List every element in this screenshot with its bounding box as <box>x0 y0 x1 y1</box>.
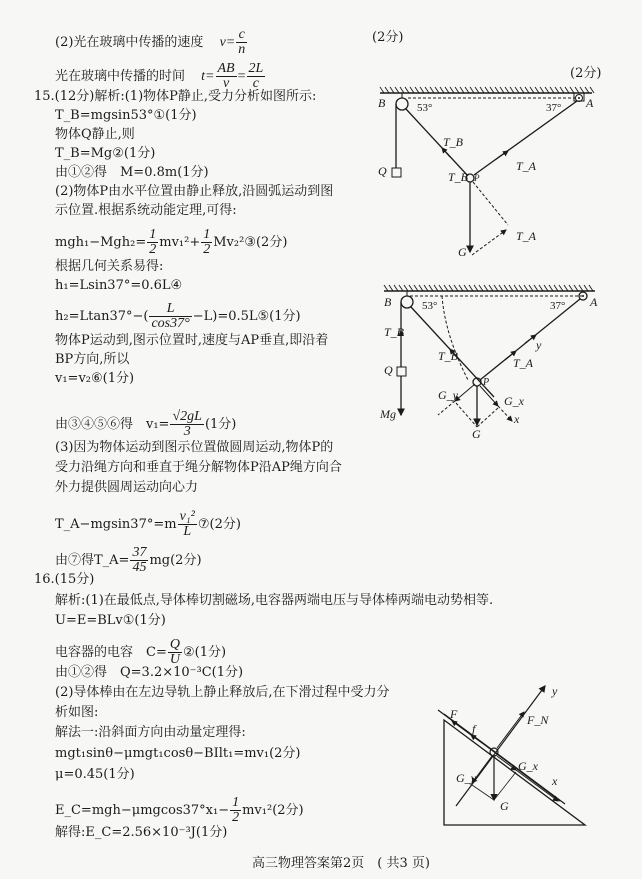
ta-lhs: T_A−mgsin37°=m <box>55 517 177 532</box>
hatch-mark <box>580 87 584 93</box>
q14-time-line <box>55 62 266 91</box>
hatch-mark <box>484 285 488 291</box>
q15-line-14 <box>55 410 236 439</box>
q16-line-6: 析如图: <box>55 705 99 720</box>
hatch-mark <box>529 285 533 291</box>
hatch-mark <box>445 87 449 93</box>
label-g: G <box>458 245 467 259</box>
hatch-mark <box>489 285 493 291</box>
hatch-mark <box>400 87 404 93</box>
dashed-x-ext <box>498 406 512 421</box>
ec-den: 2 <box>232 810 240 825</box>
time-num1: AB <box>217 61 235 76</box>
speed-score: (2分) <box>372 30 404 45</box>
hatch-mark <box>385 87 389 93</box>
hatch-mark <box>525 87 529 93</box>
label-tb-2: T_B <box>448 170 469 184</box>
hatch-mark <box>434 285 438 291</box>
pulley-b <box>396 98 408 110</box>
hatch-mark <box>504 285 508 291</box>
arrow-fn <box>497 712 524 748</box>
ceiling <box>380 87 594 93</box>
h2-lhs: h₂=Ltan37°−( <box>55 309 149 324</box>
c-num: Q <box>169 637 180 652</box>
q16-line-1: 解析:(1)在最低点,导体棒切割磁场,电容器两端电压与导体棒两端电动势相等. <box>55 593 494 608</box>
hatch-mark <box>419 285 423 291</box>
hatch-mark <box>380 87 384 93</box>
label-gx: G_x <box>518 759 538 773</box>
q16-line-5: (2)导体棒由在左边导轨上静止释放后,在下滑过程中受力分 <box>55 685 390 700</box>
diagram-3 <box>420 670 600 840</box>
hatch-mark <box>425 87 429 93</box>
q15-line-1: T_B=mgsin53°①(1分) <box>55 108 197 123</box>
hatch-mark <box>390 87 394 93</box>
hatch-mark <box>494 285 498 291</box>
label-x: x <box>552 774 558 788</box>
q16-line-9: μ=0.45(1分) <box>55 767 135 782</box>
page-footer: 高三物理答案第2页 ( 共3 页) <box>252 856 430 871</box>
q15-line-10 <box>55 302 301 331</box>
hatch-mark <box>590 87 594 93</box>
q16-line-8: mgt₁sinθ−μmgt₁cosθ−BIlt₁=mv₁(2分) <box>55 746 301 761</box>
hatch-mark <box>414 285 418 291</box>
hatch-mark <box>510 87 514 93</box>
half-num: 1 <box>149 227 157 242</box>
arrow-y <box>525 335 536 343</box>
arrow-gx <box>480 386 498 406</box>
label-ta: T_A <box>516 159 537 173</box>
q15-line-8: 根据几何关系易得: <box>55 259 164 274</box>
angle-53: 53° <box>422 300 438 312</box>
hatch-mark <box>424 285 428 291</box>
q15-line-7 <box>55 228 287 257</box>
time-label: 光在玻璃中传播的时间 <box>55 69 186 84</box>
hatch-mark <box>429 285 433 291</box>
hatch-mark <box>550 87 554 93</box>
hatch-mark <box>554 285 558 291</box>
hatch-mark <box>485 87 489 93</box>
arrow-gy <box>455 384 475 401</box>
energy-term-2: Mv₂²③(2分) <box>213 235 288 250</box>
v1-den: 3 <box>183 424 191 439</box>
arrow-ta <box>495 151 508 160</box>
ta-fraction <box>178 510 197 539</box>
label-gy: G_y <box>438 388 458 402</box>
pivot-a-dot <box>578 97 580 99</box>
hatch-mark <box>545 87 549 93</box>
label-g: G <box>500 799 509 813</box>
hatch-mark <box>474 285 478 291</box>
label-g: G <box>472 427 481 441</box>
half-den: 2 <box>203 242 211 257</box>
label-ta-2: T_A <box>516 229 537 243</box>
q15-line-5: (2)物体P由水平位置由静止释放,沿圆弧运动到图 <box>55 184 334 199</box>
energy-term-1: mv₁²+ <box>159 235 201 250</box>
hatch-mark <box>389 285 393 291</box>
hatch-mark <box>560 87 564 93</box>
diagram-1 <box>370 80 600 280</box>
q15-line-16: 受力沿绳方向和垂直于绳分解物体P沿AP绳方向合 <box>55 460 342 475</box>
label-b: B <box>384 295 392 309</box>
hatch-mark <box>415 87 419 93</box>
dashed-gx-comp <box>477 408 498 427</box>
hatch-mark <box>514 285 518 291</box>
hatch-mark <box>409 285 413 291</box>
arrow-y-axis <box>456 686 545 806</box>
label-fn: F_N <box>527 713 549 727</box>
angle-53: 53° <box>417 102 433 114</box>
q16-line-11: 解得:E_C=2.56×10⁻³J(1分) <box>55 825 228 840</box>
hatch-mark <box>455 87 459 93</box>
hatch-mark <box>515 87 519 93</box>
hatch-mark <box>444 285 448 291</box>
label-x: x <box>514 412 520 426</box>
ta-result-fraction <box>130 546 148 575</box>
v1-lhs: 由③④⑤⑥得 v₁= <box>55 417 170 432</box>
q16-line-3 <box>55 638 226 667</box>
ec-num: 1 <box>232 795 240 810</box>
q15-line-19 <box>55 546 202 575</box>
hatch-mark <box>430 87 434 93</box>
diagram-2 <box>370 275 600 455</box>
hatch-mark <box>500 87 504 93</box>
ta-num: v₁² <box>179 509 195 524</box>
label-p: P <box>474 173 480 183</box>
c-score: ②(1分) <box>182 645 227 660</box>
hatch-mark <box>405 87 409 93</box>
label-b: B <box>378 96 386 110</box>
h2-fraction <box>149 302 191 331</box>
q15-line-15: (3)因为物体运动到图示位置做圆周运动,物体P的 <box>55 440 334 455</box>
hatch-mark <box>469 285 473 291</box>
hatch-mark <box>490 87 494 93</box>
speed-label: (2)光在玻璃中传播的速度 <box>55 35 204 50</box>
hatch-mark <box>495 87 499 93</box>
q15-line-4: 由①②得 M=0.8m(1分) <box>55 165 209 180</box>
half-fraction-2 <box>201 228 212 257</box>
hatch-mark <box>394 285 398 291</box>
hatch-mark <box>585 87 589 93</box>
rail-bottom <box>444 714 565 804</box>
label-q: Q <box>378 164 387 178</box>
speed-fraction <box>236 28 247 57</box>
ta-result-lhs: 由⑦得T_A= <box>55 553 130 568</box>
hatch-mark <box>459 285 463 291</box>
v1-fraction <box>170 410 203 439</box>
hatch-mark <box>435 87 439 93</box>
label-y: y <box>536 338 542 352</box>
label-tb: T_B <box>443 135 464 149</box>
q15-line-2: 物体Q静止,则 <box>55 127 135 142</box>
hatch-mark <box>565 87 569 93</box>
arrow-gx <box>497 756 516 770</box>
label-ta: T_A <box>513 356 534 370</box>
hatch-mark <box>499 285 503 291</box>
speed-den: n <box>238 42 246 57</box>
arrow-tb <box>442 148 450 157</box>
ta-result-den: 45 <box>132 560 147 575</box>
hatch-mark <box>404 285 408 291</box>
hatch-mark <box>399 285 403 291</box>
label-gx: G_x <box>504 394 524 408</box>
hatch-mark <box>479 285 483 291</box>
q16-line-10 <box>55 796 304 825</box>
half-den: 2 <box>149 242 157 257</box>
hatch-mark <box>575 87 579 93</box>
time-lhs: t= <box>201 69 215 84</box>
hatch-mark <box>569 285 573 291</box>
hatch-mark <box>470 87 474 93</box>
label-a: A <box>590 295 598 309</box>
pulley-b <box>401 296 413 308</box>
half-num: 1 <box>203 227 211 242</box>
gy-comp-line <box>472 785 494 800</box>
c-lhs: 电容器的电容 C= <box>55 645 167 660</box>
ta-score: ⑦(2分) <box>197 517 241 532</box>
hatch-mark <box>584 285 588 291</box>
angle-37: 37° <box>550 300 566 312</box>
hatch-mark <box>460 87 464 93</box>
time-den2: c <box>252 76 260 91</box>
gx-comp-line <box>494 772 516 800</box>
hatch-mark <box>589 285 593 291</box>
c-fraction <box>168 638 182 667</box>
hatch-mark <box>509 285 513 291</box>
time-den1: v <box>222 76 230 91</box>
energy-lhs: mgh₁−Mgh₂= <box>55 235 147 250</box>
hatch-mark <box>549 285 553 291</box>
label-y: y <box>552 684 558 698</box>
hatch-mark <box>539 285 543 291</box>
q16-line-2: U=E=BLv①(1分) <box>55 613 166 628</box>
time-fraction-1 <box>216 62 237 91</box>
q15-header: 15.(12分)解析:(1)物体P静止,受力分析如图所示: <box>34 89 317 104</box>
q15-line-18 <box>55 510 241 539</box>
h2-rhs: −L)=0.5L⑤(1分) <box>192 309 301 324</box>
time-num2: 2L <box>248 61 264 76</box>
hatch-mark <box>464 285 468 291</box>
h2-num: L <box>149 302 191 317</box>
q15-line-12: BP方向,所以 <box>55 352 130 367</box>
hatch-mark <box>465 87 469 93</box>
q15-line-3: T_B=Mg②(1分) <box>55 146 156 161</box>
hatch-mark <box>454 285 458 291</box>
pivot-a-dot <box>582 295 584 297</box>
dashed-gy-ext <box>438 401 455 415</box>
q15-line-17: 外力提供圆周运动向心力 <box>55 480 199 495</box>
half-fraction-1 <box>147 228 158 257</box>
hatch-mark <box>524 285 528 291</box>
angle-37: 37° <box>546 102 562 114</box>
ceiling <box>384 285 595 291</box>
time-eq: = <box>237 69 246 84</box>
dashed-tb-ext <box>473 182 508 225</box>
ec-fraction <box>230 796 241 825</box>
hatch-mark <box>570 87 574 93</box>
q16-header: 16.(15分) <box>34 572 95 587</box>
hatch-mark <box>544 285 548 291</box>
label-f: F <box>450 707 458 721</box>
h2-den: cos37° <box>151 316 190 331</box>
hatch-mark <box>579 285 583 291</box>
dashed-gy-comp <box>456 403 477 427</box>
q16-line-7: 解法一:沿斜面方向由动量定理得: <box>55 725 246 740</box>
dashed-arc <box>442 296 468 380</box>
hatch-mark <box>574 285 578 291</box>
c-den: U <box>169 652 180 667</box>
time-score: (2分) <box>570 66 602 81</box>
dashed-ta <box>472 230 506 255</box>
time-fraction-2 <box>247 62 266 91</box>
ta-den: L <box>183 524 192 539</box>
hatch-mark <box>440 87 444 93</box>
label-gy: G_y <box>456 771 476 785</box>
label-a: A <box>586 96 594 110</box>
q15-line-9: h₁=Lsin37°=0.6L④ <box>55 278 183 293</box>
v1-num: √2gL <box>172 409 202 424</box>
hatch-mark <box>519 285 523 291</box>
block-q <box>392 168 401 177</box>
ec-rhs: mv₁²(2分) <box>242 803 304 818</box>
q16-line-4: 由①②得 Q=3.2×10⁻³C(1分) <box>55 665 244 680</box>
hatch-mark <box>395 87 399 93</box>
hatch-mark <box>534 285 538 291</box>
ta-result-num: 37 <box>132 545 147 560</box>
label-q: Q <box>384 363 393 377</box>
hatch-mark <box>555 87 559 93</box>
hatch-mark <box>420 87 424 93</box>
hatch-mark <box>480 87 484 93</box>
label-tb-q: T_B <box>384 325 405 339</box>
hatch-mark <box>505 87 509 93</box>
hatch-mark <box>564 285 568 291</box>
hatch-mark <box>450 87 454 93</box>
label-p: P <box>483 377 490 388</box>
q15-line-6: 示位置.根据系统动能定理,可得: <box>55 203 237 218</box>
hatch-mark <box>384 285 388 291</box>
hatch-mark <box>530 87 534 93</box>
hatch-mark <box>410 87 414 93</box>
hatch-mark <box>559 285 563 291</box>
hatch-mark <box>449 285 453 291</box>
hatch-mark <box>439 285 443 291</box>
label-tb: T_B <box>438 349 459 363</box>
label-mg: Mg <box>380 407 396 421</box>
hatch-mark <box>475 87 479 93</box>
ec-lhs: E_C=mgh−μmgcos37°x₁− <box>55 803 230 818</box>
block-q <box>397 367 406 376</box>
speed-num: c <box>236 28 247 43</box>
q14-speed-line <box>55 28 248 57</box>
hatch-mark <box>520 87 524 93</box>
hatch-mark <box>535 87 539 93</box>
q15-line-13: v₁=v₂⑥(1分) <box>55 371 135 386</box>
speed-lhs: v= <box>219 35 236 50</box>
label-friction: f <box>472 722 476 736</box>
ta-result-rhs: mg(2分) <box>149 553 202 568</box>
q15-line-11: 物体P运动到,图示位置时,速度与AP垂直,即沿着 <box>55 333 329 348</box>
v1-score: (1分) <box>204 417 237 432</box>
hatch-mark <box>540 87 544 93</box>
